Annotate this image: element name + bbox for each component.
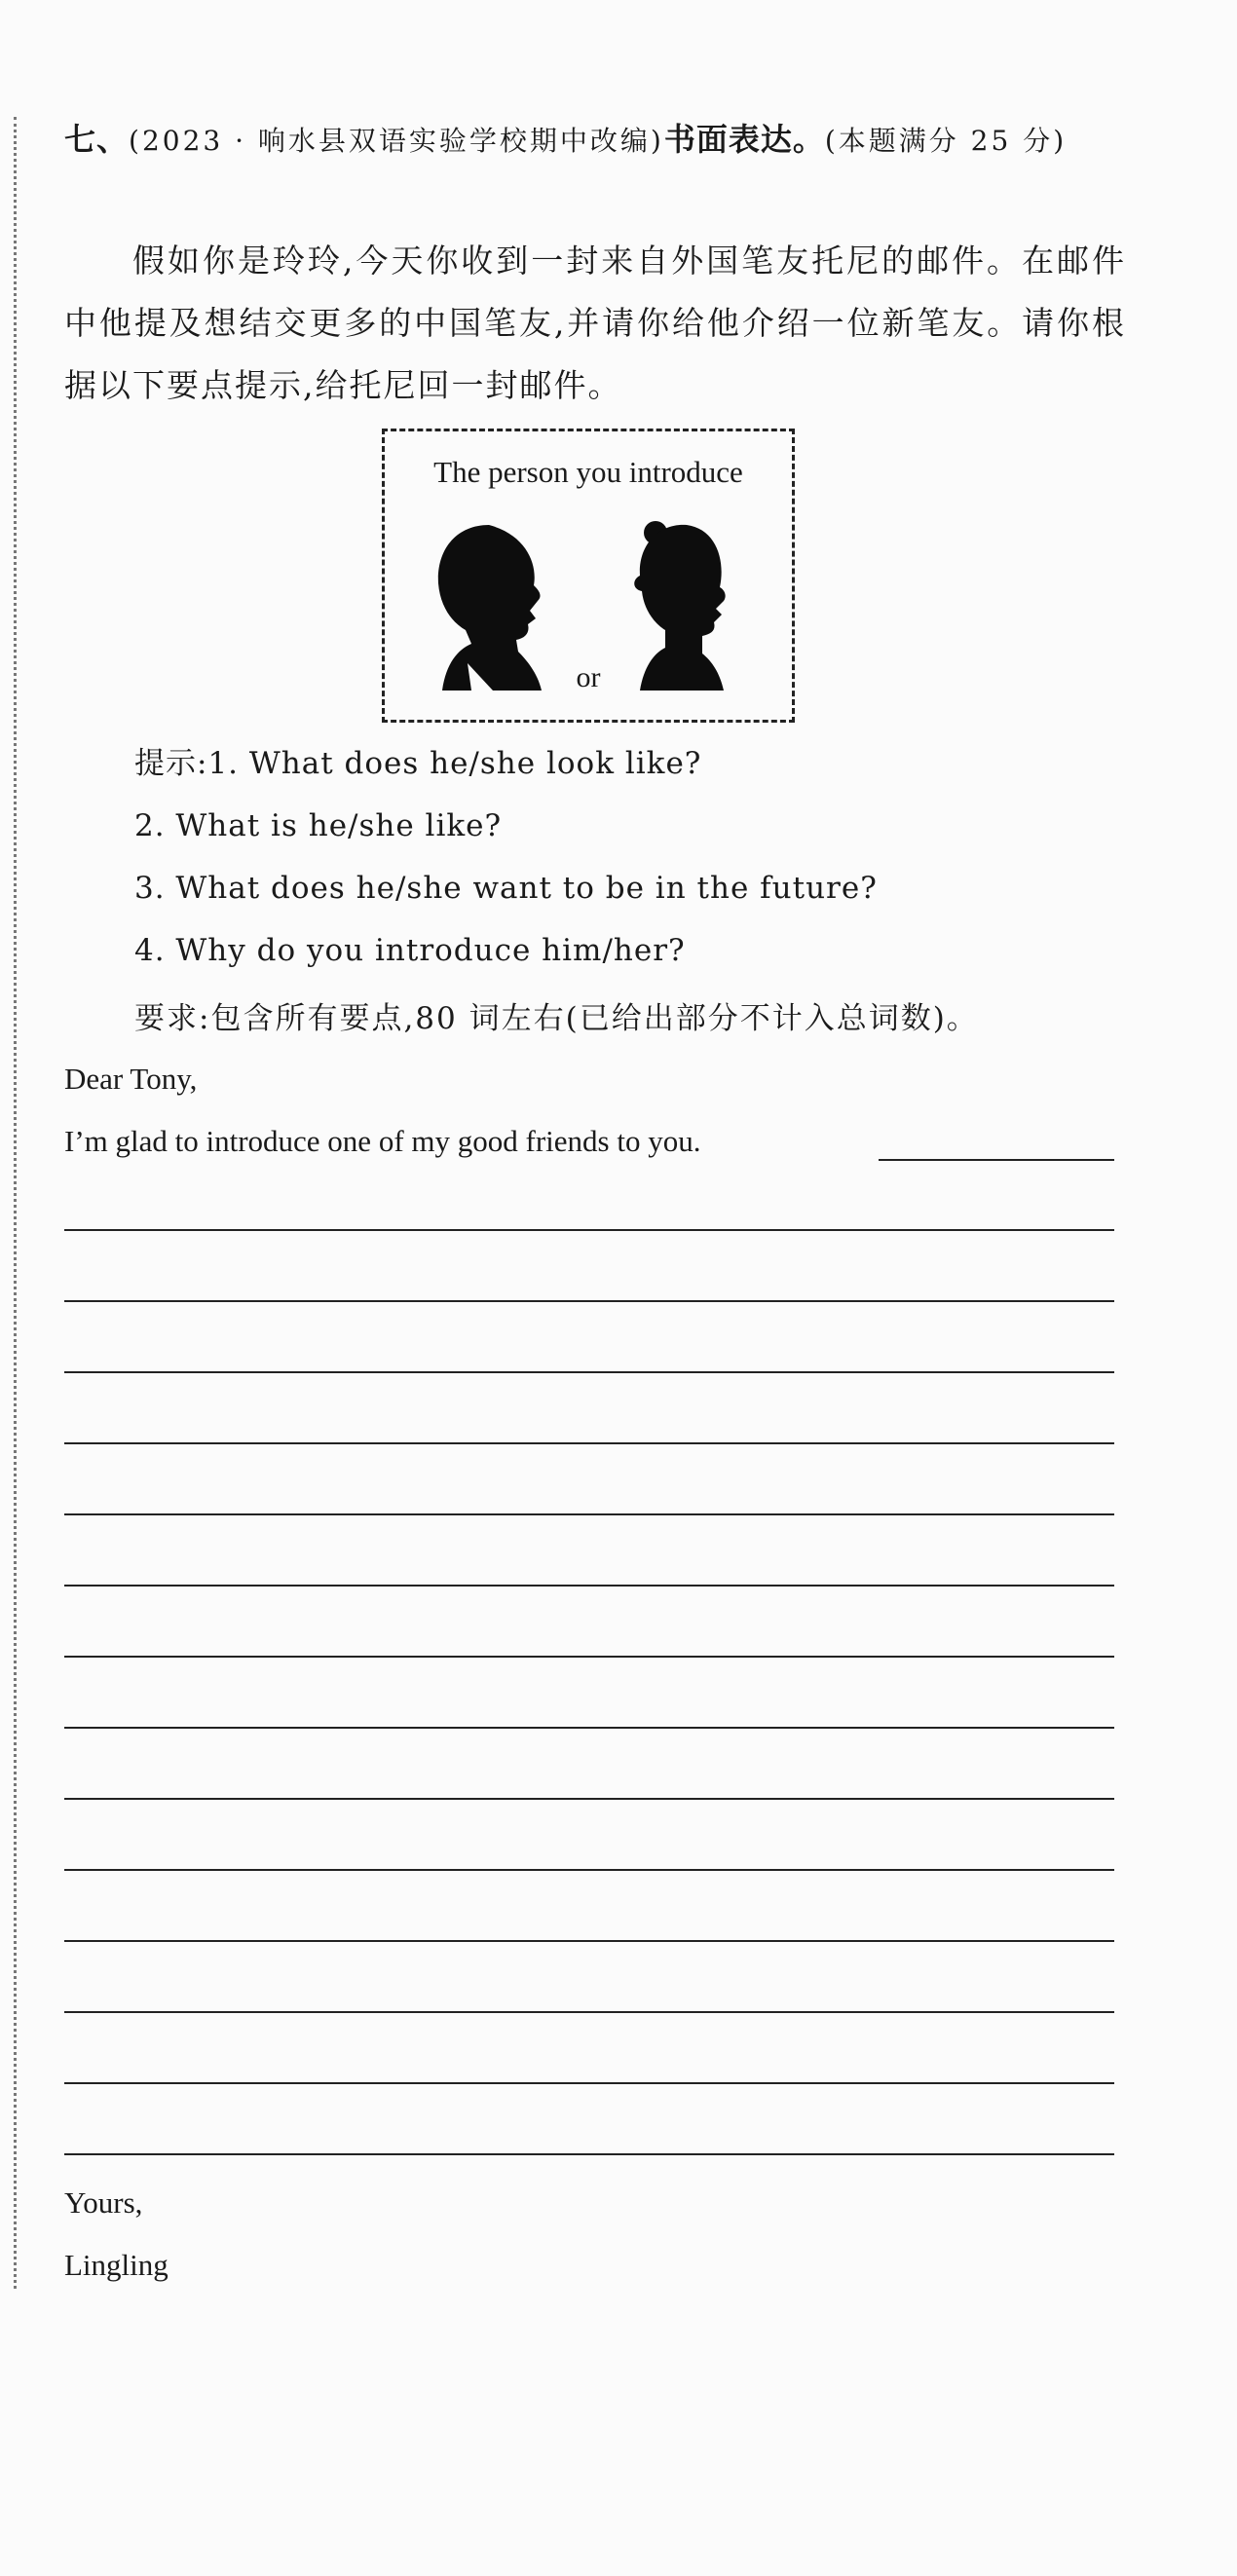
answer-line[interactable]: [64, 1656, 1114, 1658]
question-source: (2023 · 响水县双语实验学校期中改编): [129, 125, 664, 157]
letter-opening: I’m glad to introduce one of my good friends to you.: [64, 1124, 701, 1158]
figure-caption: The person you introduce: [433, 455, 743, 489]
letter-signature: Lingling: [64, 2248, 169, 2282]
hint-3: [134, 869, 878, 908]
answer-line[interactable]: [64, 1442, 1114, 1444]
figure-or-label: or: [576, 661, 601, 693]
answer-line[interactable]: [64, 2082, 1114, 2084]
hint-item: 3. What does he/she want to be in the future?: [134, 871, 878, 906]
hint-item: 2. What is he/she like?: [134, 808, 503, 843]
answer-line[interactable]: [64, 1869, 1114, 1871]
question-heading: [64, 109, 1116, 171]
question-number: 七、: [64, 121, 130, 158]
hint-4: [134, 931, 686, 970]
answer-line[interactable]: [64, 2153, 1114, 2155]
hint-item: 4. Why do you introduce him/her?: [134, 933, 686, 968]
letter-closing: Yours,: [64, 2185, 143, 2220]
answer-line[interactable]: [64, 2011, 1114, 2013]
hint-1: [134, 744, 701, 783]
answer-line[interactable]: [64, 1727, 1114, 1729]
hint-item: 1. What does he/she look like?: [207, 746, 702, 781]
question-score: (本题满分 25 分): [824, 125, 1068, 157]
answer-line[interactable]: [64, 1371, 1114, 1373]
question-type: 书面表达。: [663, 121, 825, 158]
answer-line[interactable]: [64, 1585, 1114, 1587]
hint-2: [134, 806, 502, 845]
figure-frame: [382, 429, 795, 723]
left-dotted-margin: [14, 117, 17, 2289]
letter-greeting: Dear Tony,: [64, 1062, 198, 1096]
answer-line[interactable]: [64, 1513, 1114, 1515]
answer-line[interactable]: [64, 1798, 1114, 1800]
answer-line[interactable]: [64, 1300, 1114, 1302]
answer-blank-inline[interactable]: [879, 1159, 1114, 1161]
answer-line[interactable]: [64, 1229, 1114, 1231]
intro-paragraph: 假如你是玲玲,今天你收到一封来自外国笔友托尼的邮件。在邮件中他提及想结交更多的中国笔友,并请你给他介绍一位新笔友。请你根据以下要点提示,给托尼回一封邮件。: [64, 242, 1126, 404]
hint-label: 提示:: [134, 746, 208, 781]
requirement-text: 要求:包含所有要点,80 词左右(已给出部分不计入总词数)。: [134, 1001, 979, 1036]
answer-line[interactable]: [64, 1940, 1114, 1942]
